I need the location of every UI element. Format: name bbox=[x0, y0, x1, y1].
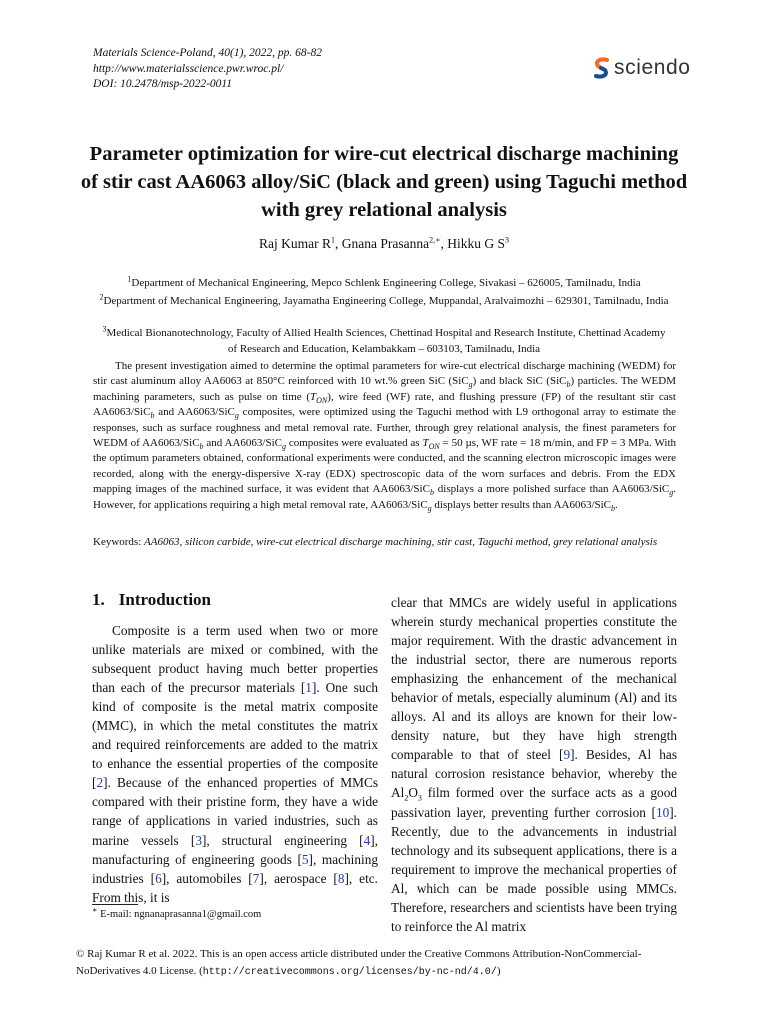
sciendo-logo-icon bbox=[593, 57, 610, 79]
affiliation-number: 1 bbox=[127, 274, 132, 284]
section-number: 1. bbox=[92, 590, 105, 609]
body-text: ]. Recently, due to the advancements in industrial technology and its subsequent applications, there is a requirement to improve the mechanical properties of Al, which can be made possible using MMCs. Therefore, researchers and scientists have been trying to reinforce the Al matrix bbox=[391, 804, 677, 934]
subscript: b bbox=[199, 442, 204, 452]
abstract-text: The present investigation aimed to determine the optimal parameters for wire-cut electrical discharge machining (WEDM) for stir cast aluminum alloy AA6063 at 850°C reinforced with 10 wt.% green SiC (SiC bbox=[93, 360, 676, 388]
citation-link[interactable]: 2 bbox=[96, 775, 104, 791]
citation-link[interactable]: 7 bbox=[252, 870, 260, 886]
author-1-affiliation: 1 bbox=[330, 235, 335, 245]
body-text: O bbox=[408, 785, 418, 801]
footnote-text: E-mail: ngnanaprasanna1@gmail.com bbox=[97, 909, 262, 920]
citation-link[interactable]: 3 bbox=[195, 832, 202, 848]
license-link[interactable]: http://creativecommons.org/licenses/by-nc-nd/4.0/ bbox=[202, 967, 497, 978]
license-text: ) bbox=[496, 965, 501, 977]
affiliation-text: Department of Mechanical Engineering, Jayamatha Engineering College, Muppandal, Aralvaimozhi – 629301, Tamilnadu, India bbox=[103, 295, 669, 307]
symbol: T bbox=[422, 437, 429, 450]
license-text: © Raj Kumar R et al. 2022. This is an open access article distributed under the Creative Commons Attribution-NonCommercial-NoDerivatives 4.0 License. ( bbox=[76, 948, 642, 977]
keywords bbox=[93, 536, 676, 548]
citation-link[interactable]: 10 bbox=[655, 804, 670, 820]
section-title: Introduction bbox=[118, 590, 212, 609]
footnote-mark: ∗ bbox=[92, 905, 98, 915]
subscript: 3 bbox=[417, 794, 422, 804]
citation-link[interactable]: 9 bbox=[563, 747, 571, 763]
journal-citation: Materials Science-Poland, 40(1), 2022, pp. 68-82 bbox=[93, 47, 322, 59]
body-text: ]. Because of the enhanced properties of MMCs compared with their pristine form, they have a wide range of applications in varied industries, such as marine vessels [ bbox=[92, 775, 378, 848]
abstract-text: ), wire feed (WF) rate, and flushing pressure (FP) of the resultant stir cast AA6063/SiC bbox=[93, 390, 676, 419]
subscript: ON bbox=[428, 442, 440, 452]
abstract-text: . bbox=[615, 498, 618, 511]
body-text: ], structural engineering [ bbox=[201, 832, 364, 848]
abstract-text: and AA6063/SiC bbox=[154, 406, 235, 419]
publisher-logo bbox=[593, 56, 691, 80]
subscript: b bbox=[429, 488, 434, 498]
affiliation-1 bbox=[95, 275, 673, 291]
subscript: b bbox=[150, 411, 155, 421]
body-text: ], manufacturing of engineering goods [ bbox=[92, 832, 378, 867]
author-1: Raj Kumar R bbox=[258, 236, 331, 251]
author-separator: , bbox=[334, 236, 342, 251]
subscript: g bbox=[427, 503, 432, 513]
abstract-text: composites were evaluated as bbox=[286, 437, 423, 450]
citation-link[interactable]: 6 bbox=[155, 870, 162, 886]
corresponding-author-mark[interactable]: ∗ bbox=[435, 235, 441, 245]
keywords-text: AA6063, silicon carbide, wire-cut electrical discharge machining, stir cast, Taguchi method, grey relational analysis bbox=[144, 536, 658, 548]
subscript: g bbox=[282, 442, 286, 452]
abstract-text: ) and black SiC (SiC bbox=[472, 375, 567, 388]
author-3: Hikku G S bbox=[447, 236, 506, 251]
citation-link[interactable]: 1 bbox=[305, 680, 312, 696]
author-list bbox=[80, 236, 688, 252]
body-text: film formed over the surface acts as a good passivation layer, preventing further corrosion [ bbox=[391, 785, 677, 820]
body-text: clear that MMCs are widely useful in applications wherein sturdy mechanical properties constitute the major requirement. With the drastic advancement in the industrial sector, there are numerous reports emphasizing the enhancement of the mechanical behavior of metals, especially aluminum (Al) and its alloys. Al and its alloys are known for their low-density nature, but they have high strength comparable to that of steel [ bbox=[391, 595, 677, 763]
subscript: ON bbox=[316, 396, 328, 405]
footnote bbox=[92, 905, 262, 920]
abstract-text: displays a more polished surface than AA6063/SiC bbox=[433, 483, 670, 496]
author-2: Gnana Prasanna bbox=[341, 236, 430, 251]
subscript: g bbox=[468, 380, 473, 390]
subscript: g bbox=[669, 488, 674, 498]
paper-title: Parameter optimization for wire-cut electrical discharge machining of stir cast AA6063 alloy/SiC (black and green) using Taguchi method with grey relational analysis bbox=[80, 143, 688, 221]
citation-link[interactable]: 8 bbox=[337, 870, 345, 886]
citation-link[interactable]: 5 bbox=[301, 851, 309, 867]
author-3-affiliation: 3 bbox=[505, 235, 510, 245]
license-notice bbox=[76, 946, 696, 981]
abstract-text: . However, for applications requiring a high metal removal rate, AA6063/SiC bbox=[93, 483, 676, 511]
affiliation-2 bbox=[93, 293, 675, 309]
body-text: ]. One such kind of composite is the metal matrix composite (MMC), in which the metal constitutes the matrix and required reinforcements are added to the matrix to enhance the essential properties of the composite [ bbox=[92, 680, 378, 791]
author-2-affiliation bbox=[429, 236, 440, 245]
body-text: ], aerospace [ bbox=[259, 870, 338, 886]
body-text: ], etc. From this, it is bbox=[92, 870, 378, 905]
affiliation-number: 3 bbox=[102, 324, 107, 334]
author-separator: , bbox=[440, 236, 448, 251]
subscript: 2 bbox=[404, 794, 409, 804]
abstract-text: ) particles. The WEDM machining parameters, such as pulse on time ( bbox=[93, 375, 676, 403]
journal-header bbox=[93, 46, 322, 93]
keywords-label: Keywords: bbox=[93, 536, 145, 548]
affiliation-number: 2 bbox=[99, 292, 104, 302]
abstract-text: and AA6063/SiC bbox=[203, 437, 282, 450]
body-text: ], machining industries [ bbox=[92, 851, 378, 886]
section-heading bbox=[92, 590, 211, 610]
author-2-affiliation-number: 2, bbox=[429, 235, 436, 245]
body-text: Composite is a term used when two or more unlike materials are mixed or combined, with the subsequent product having much better properties than each of the precursor materials [ bbox=[92, 623, 378, 696]
abstract-text: composites, were optimized using the Taguchi method with L9 orthogonal array to estimate the responses, such as surface roughness and metal removal rate. Further, through grey relational analysis, the finest parameters for WEDM of AA6063/SiC bbox=[93, 406, 677, 450]
body-column-left bbox=[92, 621, 378, 907]
abstract-text: displays better results than AA6063/SiC bbox=[431, 498, 612, 511]
subscript: b bbox=[566, 380, 571, 390]
body-text: ], automobiles [ bbox=[161, 870, 253, 886]
symbol: T bbox=[310, 390, 317, 403]
subscript: b bbox=[611, 503, 616, 513]
affiliation-text: Medical Bionanotechnology, Faculty of Allied Health Sciences, Chettinad Hospital and Research Institute, Chettinad Academy of Research and Education, Kelambakkam – 603103, Tamilnadu, India bbox=[106, 327, 666, 355]
body-text: ]. Besides, Al has natural corrosion resistance behavior, whereby the Al bbox=[391, 747, 678, 801]
affiliation-3 bbox=[100, 325, 668, 357]
body-column-right bbox=[391, 593, 677, 936]
affiliation-text: Department of Mechanical Engineering, Mepco Schlenk Engineering College, Sivakasi – 626005, Tamilnadu, India bbox=[131, 277, 641, 289]
abstract bbox=[93, 359, 676, 513]
abstract-text: = 50 µs, WF rate = 18 m/min, and FP = 3 MPa. With the optimum parameters obtained, conformational experiments were conducted, and the scanning electron microscopic images were recorded, along with the energy-dispersive X-ray (EDX) spectroscopic data of the worn surfaces and debris. From the EDX mapping images of the machined surface, it was evident that AA6063/SiC bbox=[93, 437, 677, 496]
citation-link[interactable]: 4 bbox=[363, 832, 371, 848]
journal-doi[interactable]: DOI: 10.2478/msp-2022-0011 bbox=[93, 78, 233, 90]
publisher-name: sciendo bbox=[614, 56, 691, 79]
footnote-divider bbox=[92, 904, 138, 905]
journal-url[interactable]: http://www.materialsscience.pwr.wroc.pl/ bbox=[93, 62, 284, 75]
subscript: g bbox=[234, 411, 239, 421]
